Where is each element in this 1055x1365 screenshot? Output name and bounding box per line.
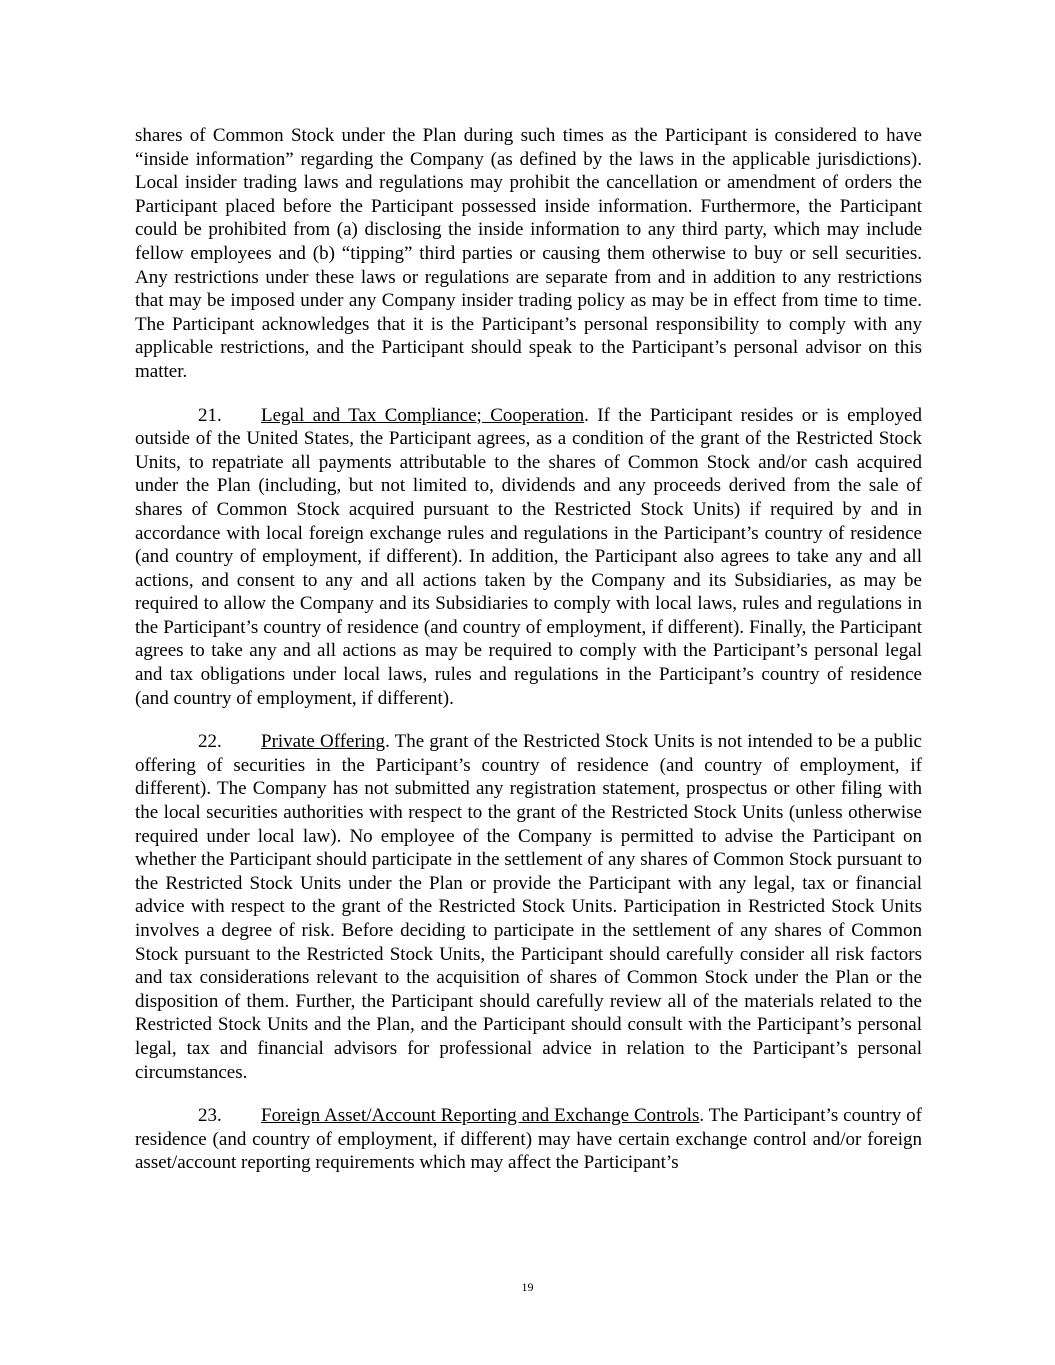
section-body: . The Participant’s country of residence (and country of employment, if different) may have certain exchange control and/or foreign asset/account reporting requirements which may affect the Participant’s <box>135 1105 922 1174</box>
section-heading: Private Offering <box>261 731 386 753</box>
page-number: 19 <box>521 1280 534 1294</box>
section-22 <box>135 730 922 1084</box>
section-body: . The grant of the Restricted Stock Units is not intended to be a public offering of securities in the Participant’s country of residence (and country of employment, if different). The Company has not submitted any registration statement, prospectus or other filing with the local securities authorities with respect to the grant of the Restricted Stock Units (unless otherwise required under local law). No employee of the Company is permitted to advise the Participant on whether the Participant should participate in the settlement of any shares of Common Stock pursuant to the Restricted Stock Units under the Plan or provide the Participant with any legal, tax or financial advice with respect to the grant of the Restricted Stock Units. Participation in Restricted Stock Units involves a degree of risk. Before deciding to participate in the settlement of any shares of Common Stock pursuant to the Restricted Stock Units, the Participant should carefully consider all risk factors and tax considerations relevant to the acquisition of shares of Common Stock under the Plan or the disposition of them. Further, the Participant should carefully review all of the materials related to the Restricted Stock Units and the Plan, and the Participant should consult with the Participant’s personal legal, tax and financial advisors for professional advice in relation to the Participant’s personal circumstances. <box>135 731 922 1083</box>
section-21 <box>135 404 922 711</box>
section-number: 22. <box>198 731 222 753</box>
section-number: 21. <box>198 404 222 426</box>
document-page <box>135 124 922 1195</box>
section-body: . If the Participant resides or is employed outside of the United States, the Participant agrees, as a condition of the grant of the Restricted Stock Units, to repatriate all payments attributable to the shares of Common Stock and/or cash acquired under the Plan (including, but not limited to, dividends and any proceeds derived from the sale of shares of Common Stock acquired pursuant to the Restricted Stock Units) if required by and in accordance with local foreign exchange rules and regulations in the Participant’s country of residence (and country of employment, if different). In addition, the Participant also agrees to take any and all actions, and consent to any and all actions taken by the Company and its Subsidiaries, as may be required to allow the Company and its Subsidiaries to comply with local laws, rules and regulations in the Participant’s country of residence (and country of employment, if different). Finally, the Participant agrees to take any and all actions as may be required to comply with the Participant’s personal legal and tax obligations under local laws, rules and regulations in the Participant’s country of residence (and country of employment, if different). <box>135 404 922 709</box>
section-23 <box>135 1104 922 1175</box>
section-heading: Foreign Asset/Account Reporting and Exchange Controls <box>261 1105 700 1127</box>
section-number: 23. <box>198 1105 222 1127</box>
section-heading: Legal and Tax Compliance; Cooperation <box>261 404 585 426</box>
continuation-paragraph: shares of Common Stock under the Plan during such times as the Participant is considered to have “inside information” regarding the Company (as defined by the laws in the applicable jurisdictions). Local insider trading laws and regulations may prohibit the cancellation or amendment of orders the Participant placed before the Participant possessed inside information. Furthermore, the Participant could be prohibited from (a) disclosing the inside information to any third party, which may include fellow employees and (b) “tipping” third parties or causing them otherwise to buy or sell securities. Any restrictions under these laws or regulations are separate from and in addition to any restrictions that may be imposed under any Company insider trading policy as may be in effect from time to time. The Participant acknowledges that it is the Participant’s personal responsibility to comply with any applicable restrictions, and the Participant should speak to the Participant’s personal advisor on this matter. <box>135 125 922 382</box>
